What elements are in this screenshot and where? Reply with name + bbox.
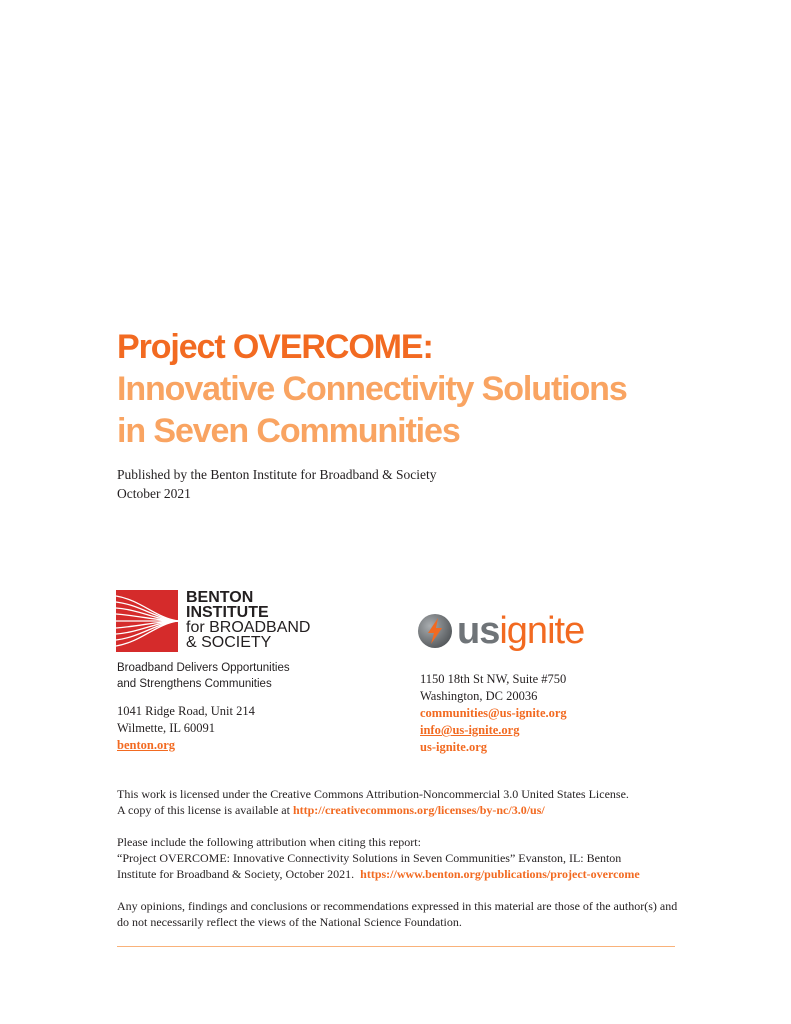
benton-wordmark-line-1: BENTON (186, 589, 254, 606)
license-paragraph (117, 786, 677, 818)
license-link[interactable]: http://creativecommons.org/licenses/by-nc/3.0/us/ (292, 803, 545, 817)
benton-tagline (117, 660, 290, 692)
disclaimer-line-1: Any opinions, findings and conclusions or recommendations expressed in this material are those of the author(s) and (117, 899, 678, 913)
benton-address (117, 703, 255, 754)
benton-address-line-2: Wilmette, IL 60091 (117, 721, 215, 735)
usignite-wordmark (457, 611, 584, 651)
report-link[interactable]: https://www.benton.org/publications/project-overcome (360, 867, 640, 881)
title-line-2: Innovative Connectivity Solutions (117, 370, 627, 408)
footer-divider (117, 946, 675, 947)
attribution-citation-1: “Project OVERCOME: Innovative Connectivity Solutions in Seven Communities” Evanston, IL: Benton (117, 851, 622, 865)
benton-wordmark-line-2: INSTITUTE (186, 604, 269, 621)
attribution-citation-2: Institute for Broadband & Society, October 2021. (117, 867, 355, 881)
usignite-wordmark-ignite: ignite (499, 610, 585, 652)
benton-website-link[interactable]: benton.org (117, 738, 175, 752)
legal-section (117, 786, 677, 946)
benton-address-line-1: 1041 Ridge Road, Unit 214 (117, 704, 255, 718)
benton-logo-icon (116, 590, 178, 652)
benton-wordmark (186, 590, 310, 650)
title-line-3: in Seven Communities (117, 412, 460, 450)
benton-tagline-1: Broadband Delivers Opportunities (117, 662, 290, 674)
benton-wordmark-line-3: for BROADBAND (186, 619, 311, 636)
license-line-1: This work is licensed under the Creative Commons Attribution-Noncommercial 3.0 United States License. (117, 787, 629, 801)
benton-logo (116, 590, 310, 652)
benton-wordmark-line-4: & SOCIETY (186, 634, 272, 651)
usignite-address-line-2: Washington, DC 20036 (420, 689, 538, 703)
disclaimer-paragraph (117, 898, 677, 930)
usignite-email-info[interactable]: info@us-ignite.org (420, 723, 520, 737)
publication-info (117, 465, 436, 503)
attribution-paragraph (117, 834, 677, 882)
attribution-citation-2-row (117, 866, 677, 882)
publisher: Published by the Benton Institute for Broadband & Society (117, 467, 437, 482)
usignite-address (420, 671, 567, 756)
report-title (117, 326, 627, 452)
usignite-globe-icon (417, 613, 453, 649)
license-line-2-prefix: A copy of this license is available at (117, 803, 293, 817)
attribution-intro: Please include the following attribution when citing this report: (117, 835, 421, 849)
usignite-website-link[interactable]: us-ignite.org (420, 740, 488, 754)
benton-tagline-2: and Strengthens Communities (117, 678, 272, 690)
publication-date: October 2021 (117, 486, 191, 501)
title-line-1: Project OVERCOME: (117, 328, 433, 366)
license-line-2 (117, 802, 677, 818)
disclaimer-line-2: do not necessarily reflect the views of the National Science Foundation. (117, 915, 462, 929)
usignite-logo (417, 611, 584, 651)
usignite-email-communities[interactable]: communities@us-ignite.org (420, 706, 567, 720)
usignite-address-line-1: 1150 18th St NW, Suite #750 (420, 672, 567, 686)
usignite-wordmark-us: us (457, 610, 500, 652)
